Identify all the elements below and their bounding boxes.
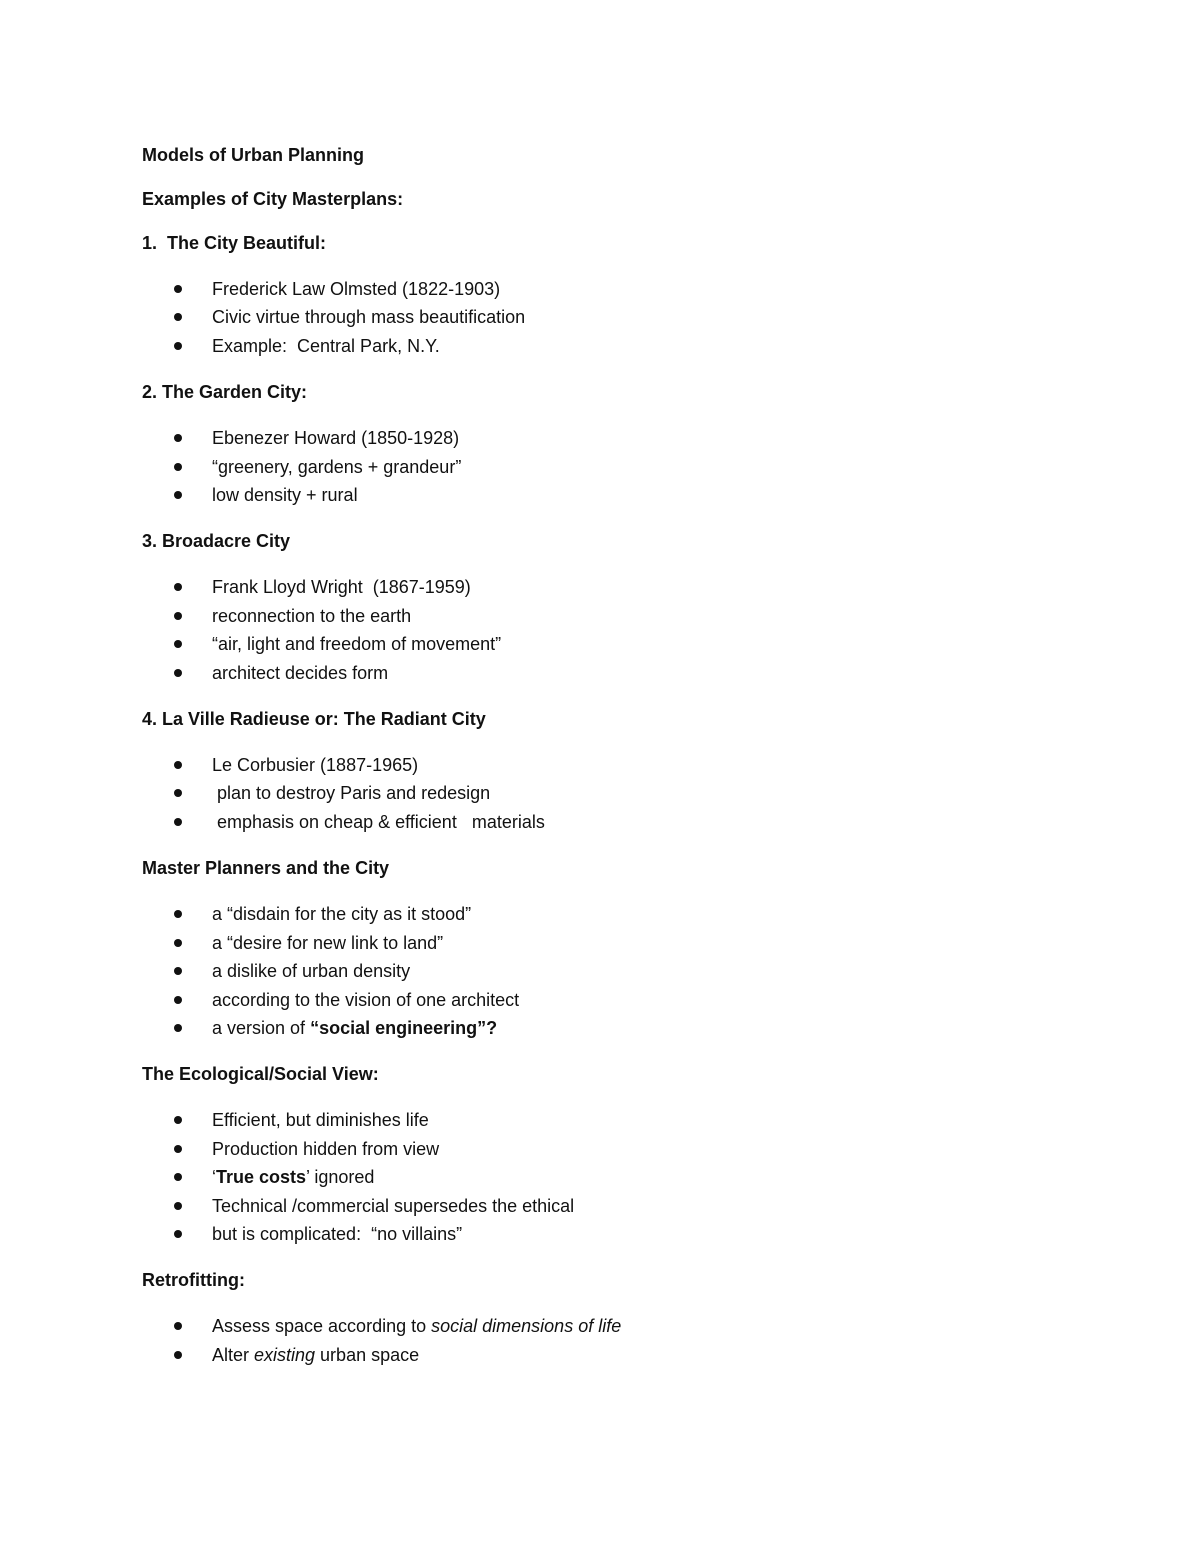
list-item: Frederick Law Olmsted (1822-1903) (142, 275, 1042, 303)
bullet-icon (174, 996, 182, 1004)
list-item: according to the vision of one architect (142, 986, 1042, 1014)
section-heading-garden-city: 2. The Garden City: (142, 382, 308, 403)
bullet-icon (174, 612, 182, 620)
list-item: reconnection to the earth (142, 602, 1042, 630)
bullet-icon (174, 910, 182, 918)
bullet-icon (174, 1230, 182, 1238)
bullet-list-city-beautiful (142, 275, 1042, 360)
list-item: a “disdain for the city as it stood” (142, 900, 1042, 928)
document-title: Models of Urban Planning (142, 145, 365, 165)
list-item: Example: Central Park, N.Y. (142, 332, 1042, 360)
bullet-icon (174, 342, 182, 350)
bullet-list-master-planners (142, 900, 1042, 1042)
bullet-icon (174, 313, 182, 321)
bullet-icon (174, 669, 182, 677)
list-item: Le Corbusier (1887-1965) (142, 751, 1042, 779)
section-heading-master-planners: Master Planners and the City (142, 858, 390, 879)
list-item: low density + rural (142, 481, 1042, 509)
section-heading-ecological-social-view: The Ecological/Social View: (142, 1064, 379, 1085)
bullet-icon (174, 1173, 182, 1181)
bullet-icon (174, 1024, 182, 1032)
bullet-icon (174, 640, 182, 648)
list-item: Frank Lloyd Wright (1867-1959) (142, 573, 1042, 601)
list-item: a version of “social engineering”? (142, 1014, 1042, 1042)
section-heading-city-beautiful: 1. The City Beautiful: (142, 233, 327, 253)
bullet-list-ecological-social-view (142, 1106, 1042, 1248)
bullet-icon (174, 285, 182, 293)
list-item: emphasis on cheap & efficient materials (142, 808, 1042, 836)
bullet-icon (174, 761, 182, 769)
bullet-icon (174, 1351, 182, 1359)
list-item: ‘True costs’ ignored (142, 1163, 1042, 1191)
bullet-icon (174, 463, 182, 471)
section-heading-examples: Examples of City Masterplans: (142, 189, 404, 209)
list-item: but is complicated: “no villains” (142, 1220, 1042, 1248)
bullet-icon (174, 1116, 182, 1124)
list-item: Ebenezer Howard (1850-1928) (142, 424, 1042, 452)
list-item: Alter existing urban space (142, 1341, 1042, 1369)
list-item: a “desire for new link to land” (142, 929, 1042, 957)
bullet-icon (174, 1202, 182, 1210)
bullet-icon (174, 1322, 182, 1330)
bullet-list-broadacre-city (142, 573, 1042, 687)
list-item: Efficient, but diminishes life (142, 1106, 1042, 1134)
list-item: Production hidden from view (142, 1135, 1042, 1163)
bullet-list-radiant-city (142, 751, 1042, 836)
bullet-icon (174, 789, 182, 797)
list-item: architect decides form (142, 659, 1042, 687)
list-item: “air, light and freedom of movement” (142, 630, 1042, 658)
bullet-icon (174, 1145, 182, 1153)
list-item: Civic virtue through mass beautification (142, 303, 1042, 331)
list-item: plan to destroy Paris and redesign (142, 779, 1042, 807)
list-item: Technical /commercial supersedes the ethical (142, 1192, 1042, 1220)
bullet-list-retrofitting (142, 1312, 1042, 1369)
bullet-icon (174, 818, 182, 826)
section-heading-retrofitting: Retrofitting: (142, 1270, 245, 1291)
bullet-icon (174, 434, 182, 442)
bullet-icon (174, 967, 182, 975)
bullet-list-garden-city (142, 424, 1042, 509)
section-heading-radiant-city: 4. La Ville Radieuse or: The Radiant City (142, 709, 486, 730)
list-item: “greenery, gardens + grandeur” (142, 453, 1042, 481)
document-content (142, 143, 1042, 1389)
bullet-icon (174, 491, 182, 499)
section-heading-broadacre-city: 3. Broadacre City (142, 531, 291, 552)
list-item: a dislike of urban density (142, 957, 1042, 985)
list-item: Assess space according to social dimensions of life (142, 1312, 1042, 1340)
bullet-icon (174, 939, 182, 947)
bullet-icon (174, 583, 182, 591)
